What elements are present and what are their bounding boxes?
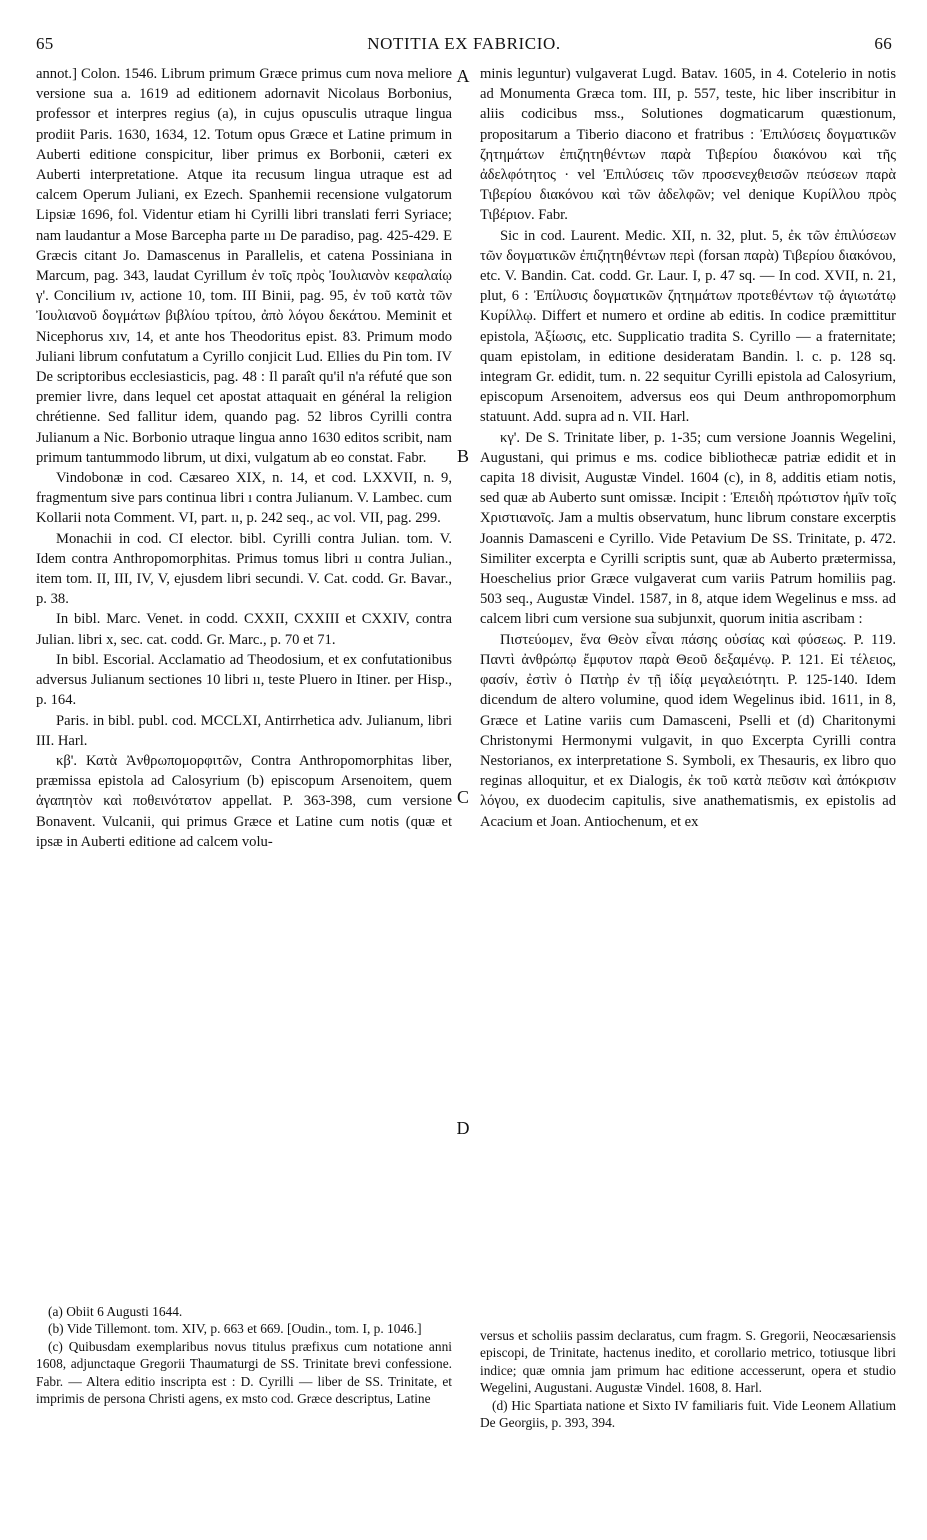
- page-number-right: 66: [874, 34, 892, 53]
- paragraph: Monachii in cod. CI elector. bibl. Cyrilli contra Julian. tom. V. Idem contra Anthropomorphitas. Primus tomus libri ıı contra Julian., item tom. II, III, IV, V, ejusdem libri secundi. V. Cat. codd. Gr. Bavar., p. 38.: [36, 530, 452, 608]
- paragraph: Sic in cod. Laurent. Medic. XII, n. 32, plut. 5, ἐκ τῶν ἐπιλύσεων τῶν δογματικῶν ἐπιζητηθέντων περὶ (forsan παρὰ) Τιβερίου διακόνου, etc. V. Bandin. Cat. codd. Gr. Laur. I, p. 47 sq. — In cod. XVII, n. 21, plut, 6 : Ἐπίλυσις δογματικῶν ζητημάτων προτεθέντων τῷ ἁγιωτάτῳ Κυρίλλῳ. Differt et numero et ordine ab editis. In codice præmittitur epistola, Ἀξίωσις, etc. Supplicatio tradita S. Cyrillo — a fraternitate; quam epistolam, in editione desideratam Bandin. l. c. p. 128 sq. integram Gr. edidit, tum. n. 22 sequitur Cyrilli epistola ad Calosyrium, episcopum Arsenoitem, adversus eos qui Deum anthropomorphum statuunt. Add. supra ad n. VII. Harl.: [480, 227, 896, 426]
- right-column: [480, 64, 896, 832]
- footnote-a: (a) Obiit 6 Augusti 1644.: [48, 1304, 183, 1319]
- paragraph: Vindobonæ in cod. Cæsareo XIX, n. 14, et cod. LXXVII, n. 9, fragmentum sive pars continua libri ı contra Julianum. V. Lambec. cum Kollarii nota Comment. VI, part. ıı, p. 242 seq., ac vol. VII, pag. 299.: [36, 470, 452, 527]
- footnote-c: (c) Quibusdam exemplaribus novus titulus præfixus cum notatione anni 1608, adjunctaque Gregorii Thaumaturgi de SS. Trinitate brevi confessione. Fabr. — Altera editio inscripta est : D. Cyrilli — liber de SS. Trinitate, et imprimis de persona Christi agens, ex msto cod. Græce descriptus, Latine: [36, 1338, 452, 1407]
- running-title: NOTITIA EX FABRICIO.: [367, 34, 561, 53]
- margin-marker-a: A: [456, 66, 470, 86]
- paragraph: κβ'. Κατὰ Ἀνθρωπομορφιτῶν, Contra Anthropomorphitas liber, præmissa epistola ad Calosyrium (b) episcopum Arsenoitem, quem ἀγαπητὸν καὶ ποθεινότατον appellat. P. 363-398, cum versione Bonavent. Vulcanii, qui primus Græce et Latine cum notis (quæ et ipsæ in Auberti editione ad calcem volu-: [36, 752, 452, 850]
- right-footnotes: [480, 1327, 896, 1431]
- paragraph: Paris. in bibl. publ. cod. MCCLXI, Antirrhetica adv. Julianum, libri III. Harl.: [36, 712, 452, 749]
- left-footnotes: [36, 1303, 452, 1407]
- running-header: [36, 34, 892, 58]
- paragraph: minis leguntur) vulgaverat Lugd. Batav. 1605, in 4. Cotelerio in notis ad Monumenta Græca tom. III, p. 557, teste, hic liber inscribitur in aliis codicibus mss., Solutiones dogmaticarum quæstionum, propositarum a Tiberio diacono et fratribus : Ἐπιλύσεις δογματικῶν ζητημάτων ἐπιζητηθέντων παρὰ Τιβερίου διακόνου καὶ τῆς ἀδελφότητος · vel Ἐπιλύσεις τῶν προσενεχθεισῶν πεύσεων παρὰ Τιβερίου διακόνου καὶ τῶν ἀδελφῶν; vel denique Κυρίλλου πρὸς Τιβέριον. Fabr.: [480, 66, 896, 224]
- page-number-left: 65: [36, 34, 54, 53]
- margin-marker-d: D: [456, 1118, 470, 1138]
- paragraph: Πιστεύομεν, ἕνα Θεὸν εἶναι πάσης οὐσίας καὶ φύσεως. P. 119. Παντὶ ἀνθρώπῳ ἔμφυτον παρὰ Θεοῦ δεξαμένῳ. P. 121. Εἰ τέλειος, φασίν, ἐστὶν ὁ Πατὴρ ἐν τῇ ἰδίᾳ μεγαλειότητι. P. 125-140. Idem dicendum de altero volumine, quod idem Wegelinus ibid. 1611, in 8, Græce et Latine variis cum Damasceni, Pselli et (d) Charitonymi Christonymi Hermonymi vulgavit, in quo Excerpta Cyrilli contra Nestorianos, ex interpretatione S. Symboli, ex Thesauris, ex libro quo reginas alloquitur, et ex Dialogis, ἐκ τοῦ κατὰ πεῦσιν καὶ ἀπόκρισιν λόγου, ex duodecim capitulis, sive anathematismis, ex epistolis ad Acacium et Joan. Antiochenum, et ex: [480, 631, 896, 830]
- paragraph: In bibl. Marc. Venet. in codd. CXXII, CXXIII et CXXIV, contra Julian. libri x, sec. cat. codd. Gr. Marc., p. 70 et 71.: [36, 611, 452, 648]
- paragraph: annot.] Colon. 1546. Librum primum Græce primus cum nova meliore versione sua a. 1619 ad editionem adornavit Nicolaus Borbonius, professor et interpres regius (a), in cujus opusculis utraque lingua prodiit Paris. 1630, 1634, 12. Totum opus Græce et Latine primum in Auberti editione conspicitur, liber primus ex Borbonii, cæteri ex Auberti interpretatione. Atque ita recusum lingua utraque est ad calcem Operum Juliani, ex Ezech. Spanhemii recensione vulgatorum Lipsiæ 1696, fol. Videntur etiam hi Cyrilli libri translati ferri Syriace; nam laudantur a Mose Barcepha parte ııı De paradiso, pag. 425-429. E Græcis citant Jo. Damascenus in Parallelis, et catena Possiniana in Marcum, pag. 343, laudat Cyrillum ἐν τοῖς πρὸς Ἰουλιανὸν κεφαλαίῳ γ'. Concilium ıv, actione 10, tom. III Binii, pag. 95, ἐν τοῦ κατὰ τῶν Ἰουλιανοῦ δογμάτων βιβλίου τρίτου, ἀπὸ λόγου δεκάτου. Meminit et Nicephorus xıv, 14, et ante hos Theodoritus epist. 83. Primum modo Juliani librum confutatum a Cyrillo conjicit Lud. Ellies du Pin tom. IV De scriptoribus ecclesiasticis, pag. 48 : Il paraît qu'il n'a réfuté que son premier livre, dans lequel cet apostat attaquait en général la religion chrétienne. Sed fallitur idem, quando pag. 52 libros Cyrilli contra Julianum a Nic. Borbonio utraque lingua anno 1630 editos scribit, nam primum tantummodo librum, ut dixi, vulgatum ab eo constat. Fabr.: [36, 66, 452, 466]
- margin-marker-b: B: [456, 446, 469, 466]
- paragraph: κγ'. De S. Trinitate liber, p. 1-35; cum versione Joannis Wegelini, Augustani, qui primus e ms. codice bibliothecæ patriæ edidit et in capita 18 divisit, Augustæ Vindel. 1604 (c), in 8, additis etiam notis, sed quæ ab Auberto sunt omissæ. Incipit : Ἐπειδὴ πρώτιστον ἡμῖν τοῖς Χριστιανοῖς. Jam a multis observatum, hunc librum constare excerptis Joannis Damasceni e Cyrillo. Vide Petavium De SS. Trinitate, p. 472. Similiter excerpta e Cyrilli scriptis sunt, quæ ab Auberto prætermissa, Hoeschelius prior Græce vulgaverat cum variis Patrum homiliis pag. 503 seq., Augustæ Vindel. 1587, in 8, atque idem Wegelinus e mss. ad calcem libri cum versione sua subjunxit, quorum initia ascribam :: [480, 429, 896, 628]
- left-column: [36, 64, 452, 852]
- footnote-c-continued: versus et scholiis passim declaratus, cum fragm. S. Gregorii, Neocæsariensis episcopi, de Trinitate, hactenus inedito, et corollario metrico, totiusque libri indice; quæ omnia jam primum hac editione accesserunt, opera et studio Wegelini, Augustani. Augustæ Vindel. 1608, 8. Harl.: [480, 1328, 896, 1396]
- margin-marker-c: C: [456, 787, 469, 807]
- footnote-b: (b) Vide Tillemont. tom. XIV, p. 663 et 669. [Oudin., tom. I, p. 1046.]: [48, 1321, 422, 1337]
- footnote-d: (d) Hic Spartiata natione et Sixto IV familiaris fuit. Vide Leonem Allatium De Georgiis, p. 393, 394.: [480, 1397, 896, 1431]
- paragraph: In bibl. Escorial. Acclamatio ad Theodosium, et ex confutationibus adversus Julianum sectiones 10 libri ıı, teste Pluero in Itiner. per Hisp., p. 164.: [36, 651, 452, 709]
